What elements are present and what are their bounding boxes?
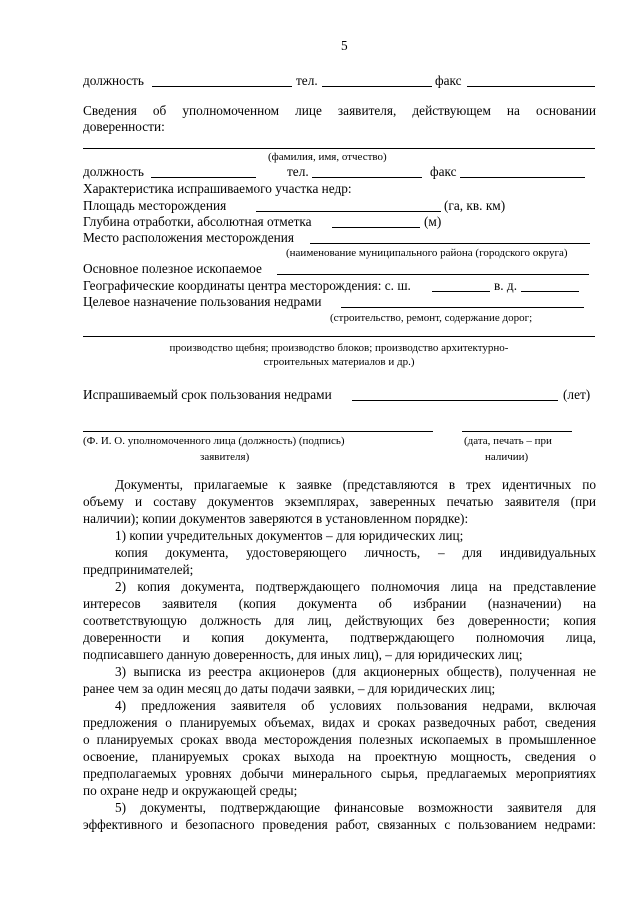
documents-text-line: объему и составу документов экземплярах, заверенных печатью заявителя (при	[83, 494, 596, 509]
doc-item-2: 2) копия документа, подтверждающего полномочия лица на представление	[115, 579, 596, 594]
representative-name-field[interactable]	[83, 148, 595, 149]
doc-item-4: 4) предложения заявителя об условиях пользования недрами, включая	[115, 698, 596, 713]
mineral-label: Основное полезное ископаемое	[83, 261, 262, 276]
signature-field[interactable]	[83, 431, 433, 432]
purpose-hint-cont: производство щебня; производство блоков; производство архитектурно-	[169, 342, 509, 354]
doc-item-1-cont: копия документа, удостоверяющего личность, – для индивидуальных	[115, 545, 596, 560]
documents-text-line: соответствующую должность для лиц, действующих без доверенности; копия	[83, 613, 596, 628]
doc-item-3: 3) выписка из реестра акционеров (для акционерных обществ), полученная не	[115, 664, 596, 679]
documents-text-line: о планируемых сроках ввода месторождения полезных ископаемых в промышленное	[83, 732, 596, 747]
coords-label: Географические координаты центра месторождения: с. ш.	[83, 278, 411, 293]
documents-text-line: эффективного и безопасного проведения работ, связанных с пользованием недрами:	[83, 817, 596, 832]
term-unit: (лет)	[563, 387, 591, 402]
doc-item-1: 1) копии учредительных документов – для юридических лиц;	[115, 528, 464, 543]
depth-unit: (м)	[424, 214, 442, 229]
depth-label: Глубина отработки, абсолютная отметка	[83, 214, 312, 229]
location-field[interactable]	[310, 243, 590, 244]
location-label: Место расположения месторождения	[83, 230, 294, 245]
rep-fax-label: факс	[430, 164, 457, 179]
doc-item-5: 5) документы, подтверждающие финансовые возможности заявителя для	[115, 800, 596, 815]
documents-text-line: предложения о планируемых объемах, видах и сроках разведочных работ, сведения	[83, 715, 596, 730]
documents-intro: Документы, прилагаемые к заявке (представляются в трех идентичных по	[115, 477, 596, 492]
position-field[interactable]	[152, 86, 292, 87]
area-field[interactable]	[256, 211, 441, 212]
date-stamp-hint-cont: наличии)	[485, 451, 529, 463]
coords-north-field[interactable]	[432, 291, 490, 292]
representative-intro-cont: доверенности:	[83, 119, 165, 134]
signature-hint-cont: заявителя)	[200, 451, 250, 463]
purpose-field[interactable]	[341, 307, 584, 308]
fax-label: факс	[435, 73, 462, 88]
phone-field[interactable]	[322, 86, 432, 87]
representative-name-hint: (фамилия, имя, отчество)	[268, 151, 387, 163]
coords-east-label: в. д.	[494, 278, 518, 293]
documents-text-line: по охране недр и окружающей среды;	[83, 783, 298, 798]
purpose-hint: (строительство, ремонт, содержание дорог;	[330, 312, 533, 324]
purpose-field-cont[interactable]	[83, 336, 595, 337]
rep-position-label: должность	[83, 164, 144, 179]
area-label: Площадь месторождения	[83, 198, 227, 213]
purpose-hint-end: строительных материалов и др.)	[263, 356, 415, 368]
documents-text-line: предпринимателей;	[83, 562, 194, 577]
rep-phone-label: тел.	[287, 164, 309, 179]
documents-text-line: предполагаемых уровнях добычи минерального сырья, предлагаемых мероприятиях	[83, 766, 596, 781]
term-field[interactable]	[352, 400, 558, 401]
documents-text-line: ранее чем за один месяц до даты подачи заявки, – для юридических лиц;	[83, 681, 496, 696]
phone-label: тел.	[296, 73, 318, 88]
page-number: 5	[341, 38, 348, 53]
documents-text-line: доверенности и копия документа, подтверждающего полномочия лица,	[83, 630, 596, 645]
documents-text-line: подписавшего данную доверенность, для иных лиц), – для юридических лиц;	[83, 647, 523, 662]
documents-text-line: освоение, планируемых сроках выхода на проектную мощность, сведения о	[83, 749, 596, 764]
position-label: должность	[83, 73, 144, 88]
signature-hint: (Ф. И. О. уполномоченного лица (должность) (подпись)	[83, 435, 345, 447]
rep-phone-field[interactable]	[312, 177, 422, 178]
site-heading: Характеристика испрашиваемого участка недр:	[83, 181, 352, 196]
documents-text-line: интересов заявителя (копия документа об избрании (назначении) на	[83, 596, 596, 611]
term-label: Испрашиваемый срок пользования недрами	[83, 387, 332, 402]
rep-position-field[interactable]	[151, 177, 256, 178]
depth-field[interactable]	[332, 227, 420, 228]
documents-text-line: наличии); копии документов заверяются в установленном порядке):	[83, 511, 469, 526]
fax-field[interactable]	[467, 86, 595, 87]
representative-intro: Сведения об уполномоченном лице заявителя, действующем на основании	[83, 103, 596, 118]
rep-fax-field[interactable]	[460, 177, 585, 178]
area-unit: (га, кв. км)	[444, 198, 506, 213]
coords-east-field[interactable]	[521, 291, 579, 292]
mineral-field[interactable]	[277, 274, 589, 275]
purpose-label: Целевое назначение пользования недрами	[83, 294, 322, 309]
date-stamp-hint: (дата, печать – при	[464, 435, 552, 447]
date-stamp-field[interactable]	[462, 431, 572, 432]
location-hint: (наименование муниципального района (городского округа)	[286, 247, 568, 259]
